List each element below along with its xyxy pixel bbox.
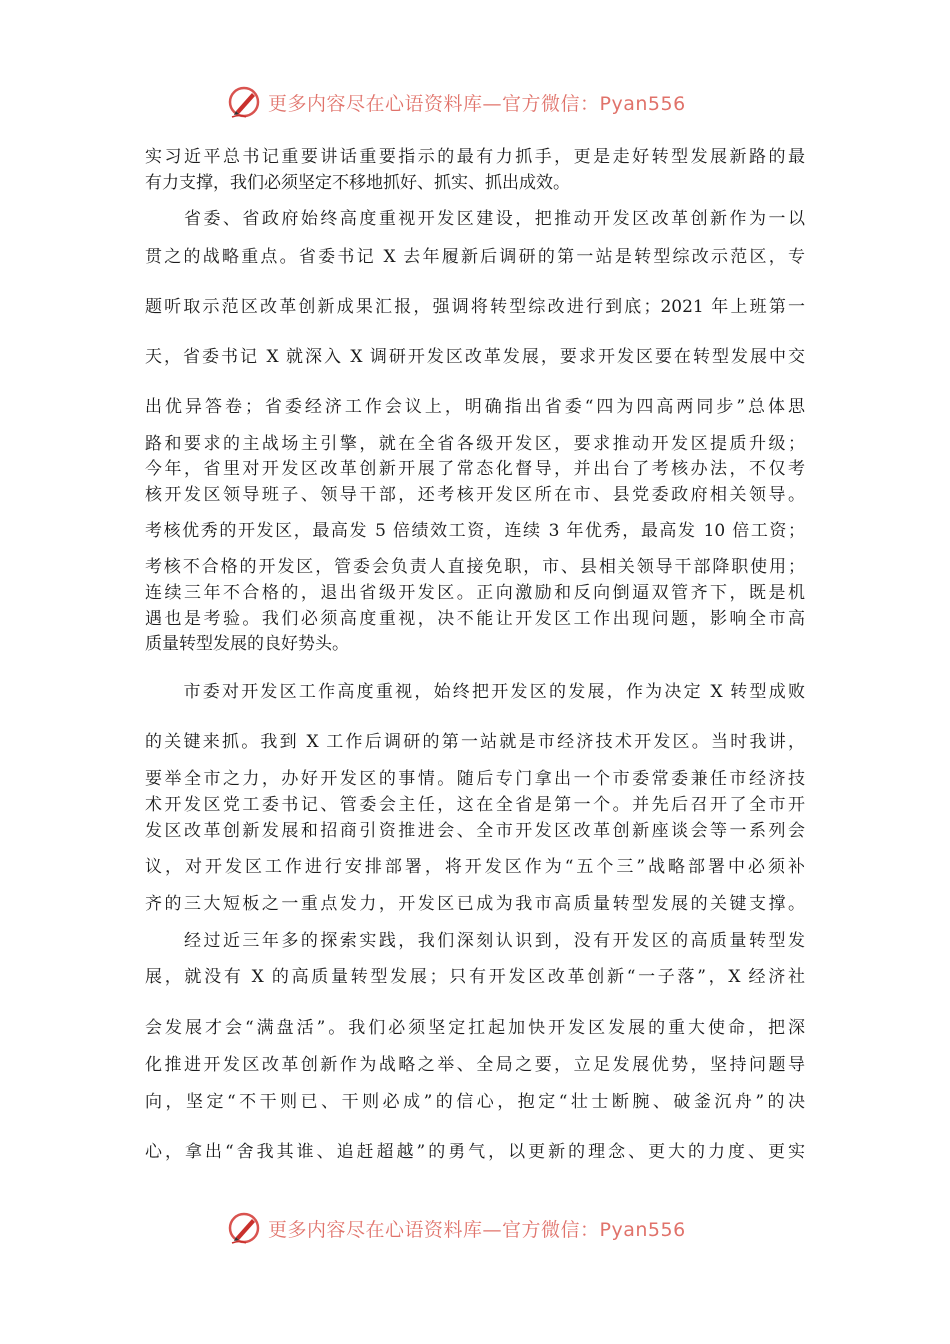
text-line: 考核优秀的开发区，最高发 5 倍绩效工资，连续 3 年优秀，最高发 10 倍工资；	[145, 521, 805, 541]
text-line: 核开发区领导班子、领导干部，还考核开发区所在市、县党委政府相关领导。	[145, 485, 805, 505]
header-banner-text: 更多内容尽在心语资料库—官方微信：Pyan556	[268, 92, 686, 115]
text-line: 心，拿出“舍我其谁、追赶超越”的勇气，以更新的理念、更大的力度、更实	[145, 1142, 805, 1162]
text-line: 有力支撑，我们必须坚定不移地抓好、抓实、抓出成效。	[145, 173, 570, 193]
pen-logo-icon	[226, 1210, 262, 1246]
text-line: 化推进开发区改革创新作为战略之举、全局之要，立足发展优势，坚持问题导	[145, 1055, 805, 1075]
text-line: 今年，省里对开发区改革创新开展了常态化督导，并出台了考核办法，不仅考	[145, 459, 805, 479]
text-line: 连续三年不合格的，退出省级开发区。正向激励和反向倒逼双管齐下，既是机	[145, 583, 805, 603]
text-line: 题听取示范区改革创新成果汇报，强调将转型综改进行到底；2021 年上班第一	[145, 297, 805, 317]
pen-logo-icon	[226, 84, 262, 120]
text-line: 路和要求的主战场主引擎，就在全省各级开发区，要求推动开发区提质升级；	[145, 434, 805, 454]
footer-banner	[0, 1208, 950, 1248]
text-line: 天，省委书记 X 就深入 X 调研开发区改革发展，要求开发区要在转型发展中交	[145, 347, 805, 367]
footer-banner-text: 更多内容尽在心语资料库—官方微信：Pyan556	[268, 1218, 686, 1241]
text-line: 齐的三大短板之一重点发力，开发区已成为我市高质量转型发展的关键支撑。	[145, 894, 805, 914]
text-line: 发区改革创新发展和招商引资推进会、全市开发区改革创新座谈会等一系列会	[145, 821, 805, 841]
text-line: 实习近平总书记重要讲话重要指示的最有力抓手，更是走好转型发展新路的最	[145, 147, 805, 167]
text-line: 市委对开发区工作高度重视，始终把开发区的发展，作为决定 X 转型成败	[145, 682, 805, 702]
text-line: 的关键来抓。我到 X 工作后调研的第一站就是市经济技术开发区。当时我讲，	[145, 732, 805, 752]
header-banner	[0, 82, 950, 122]
footer-banner-content	[226, 1208, 686, 1248]
text-line: 出优异答卷；省委经济工作会议上，明确指出省委“四为四高两同步”总体思	[145, 397, 805, 417]
text-line: 要举全市之力，办好开发区的事情。随后专门拿出一个市委常委兼任市经济技	[145, 769, 805, 789]
text-line: 考核不合格的开发区，管委会负责人直接免职，市、县相关领导干部降职使用；	[145, 557, 805, 577]
text-line: 贯之的战略重点。省委书记 X 去年履新后调研的第一站是转型综改示范区，专	[145, 247, 805, 267]
text-line: 省委、省政府始终高度重视开发区建设，把推动开发区改革创新作为一以	[145, 209, 805, 229]
text-line: 质量转型发展的良好势头。	[145, 634, 349, 654]
text-line: 术开发区党工委书记、管委会主任，这在全省是第一个。并先后召开了全市开	[145, 795, 805, 815]
text-line: 向，坚定“不干则已、干则必成”的信心，抱定“壮士断腕、破釜沉舟”的决	[145, 1092, 805, 1112]
text-line: 经过近三年多的探索实践，我们深刻认识到，没有开发区的高质量转型发	[145, 931, 805, 951]
text-line: 议，对开发区工作进行安排部署，将开发区作为“五个三”战略部署中必须补	[145, 857, 805, 877]
text-line: 会发展才会“满盘活”。我们必须坚定扛起加快开发区发展的重大使命，把深	[145, 1018, 805, 1038]
text-line: 遇也是考验。我们必须高度重视，决不能让开发区工作出现问题，影响全市高	[145, 609, 805, 629]
text-line: 展，就没有 X 的高质量转型发展；只有开发区改革创新“一子落”，X 经济社	[145, 967, 805, 987]
header-banner-content	[226, 82, 686, 122]
